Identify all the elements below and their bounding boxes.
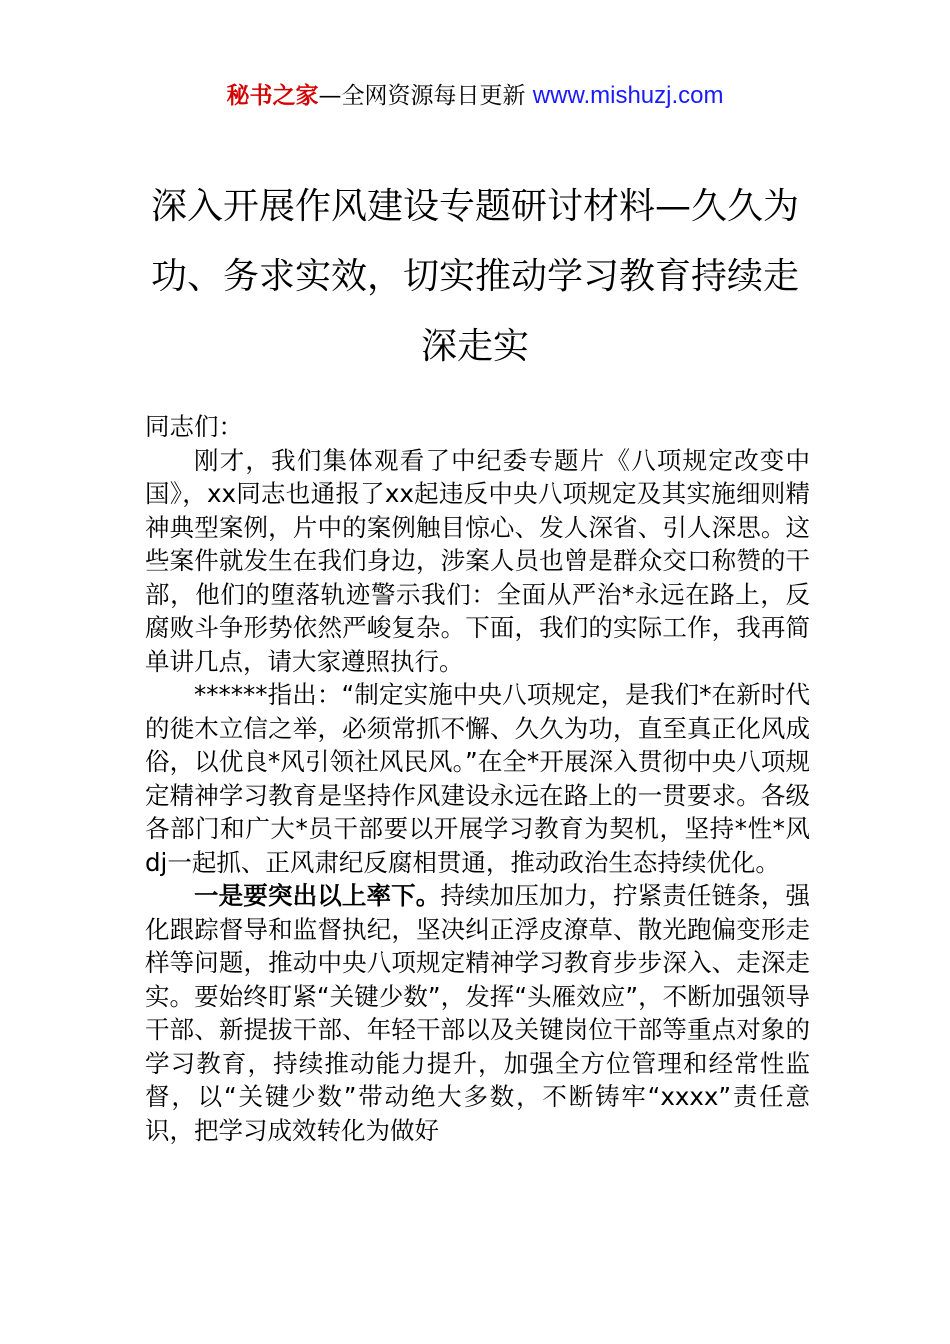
salutation: 同志们： xyxy=(145,412,243,441)
site-header xyxy=(0,80,950,112)
paragraph-3-lead: 一是要突出以上率下。 xyxy=(194,881,441,910)
paragraph-3-text: 持续加压加力，拧紧责任链条，强化跟踪督导和监督执纪，坚决纠正浮皮潦草、散光跑偏变形走样等问题，推动中央八项规定精神学习教育步步深入、走深走实。要始终盯紧“关键少数”，发挥“头雁效应”，不断加强领导干部、新提拔干部、年轻干部以及关键岗位干部等重点对象的学习教育，持续推动能力提升，加强全方位管理和经常性监督，以“关键少数”带动绝大多数，不断铸牢“xxxx”责任意识，把学习成效转化为做好 xyxy=(145,881,811,1145)
header-tagline: —全网资源每日更新 xyxy=(318,83,526,109)
paragraph-3 xyxy=(145,879,810,1147)
document-body xyxy=(145,410,810,1147)
paragraph-1: 刚才，我们集体观看了中纪委专题片《八项规定改变中国》，xx同志也通报了xx起违反中央八项规定及其实施细则精神典型案例，片中的案例触目惊心、发人深省、引人深思。这些案件就发生在我们身边，涉案人员也曾是群众交口称赞的干部，他们的堕落轨迹警示我们：全面从严治*永远在路上，反腐败斗争形势依然严峻复杂。下面，我们的实际工作，我再简单讲几点，请大家遵照执行。 xyxy=(145,445,810,676)
brand-name: 秘书之家 xyxy=(226,83,319,109)
site-url-link[interactable]: www.mishuzj.com xyxy=(532,82,724,109)
paragraph-2: ******指出：“制定实施中央八项规定，是我们*在新时代的徙木立信之举，必须常抓不懈、久久为功，直至真正化风成俗，以优良*风引领社风民风。”在全*开展深入贯彻中央八项规定精神学习教育是坚持作风建设永远在路上的一贯要求。各级各部门和广大*员干部要以开展学习教育为契机，坚持*性*风dj一起抓、正风肃纪反腐相贯通，推动政治生态持续优化。 xyxy=(145,680,810,877)
document-title: 深入开展作风建设专题研讨材料—久久为功、务求实效，切实推动学习教育持续走深走实 xyxy=(150,186,799,367)
